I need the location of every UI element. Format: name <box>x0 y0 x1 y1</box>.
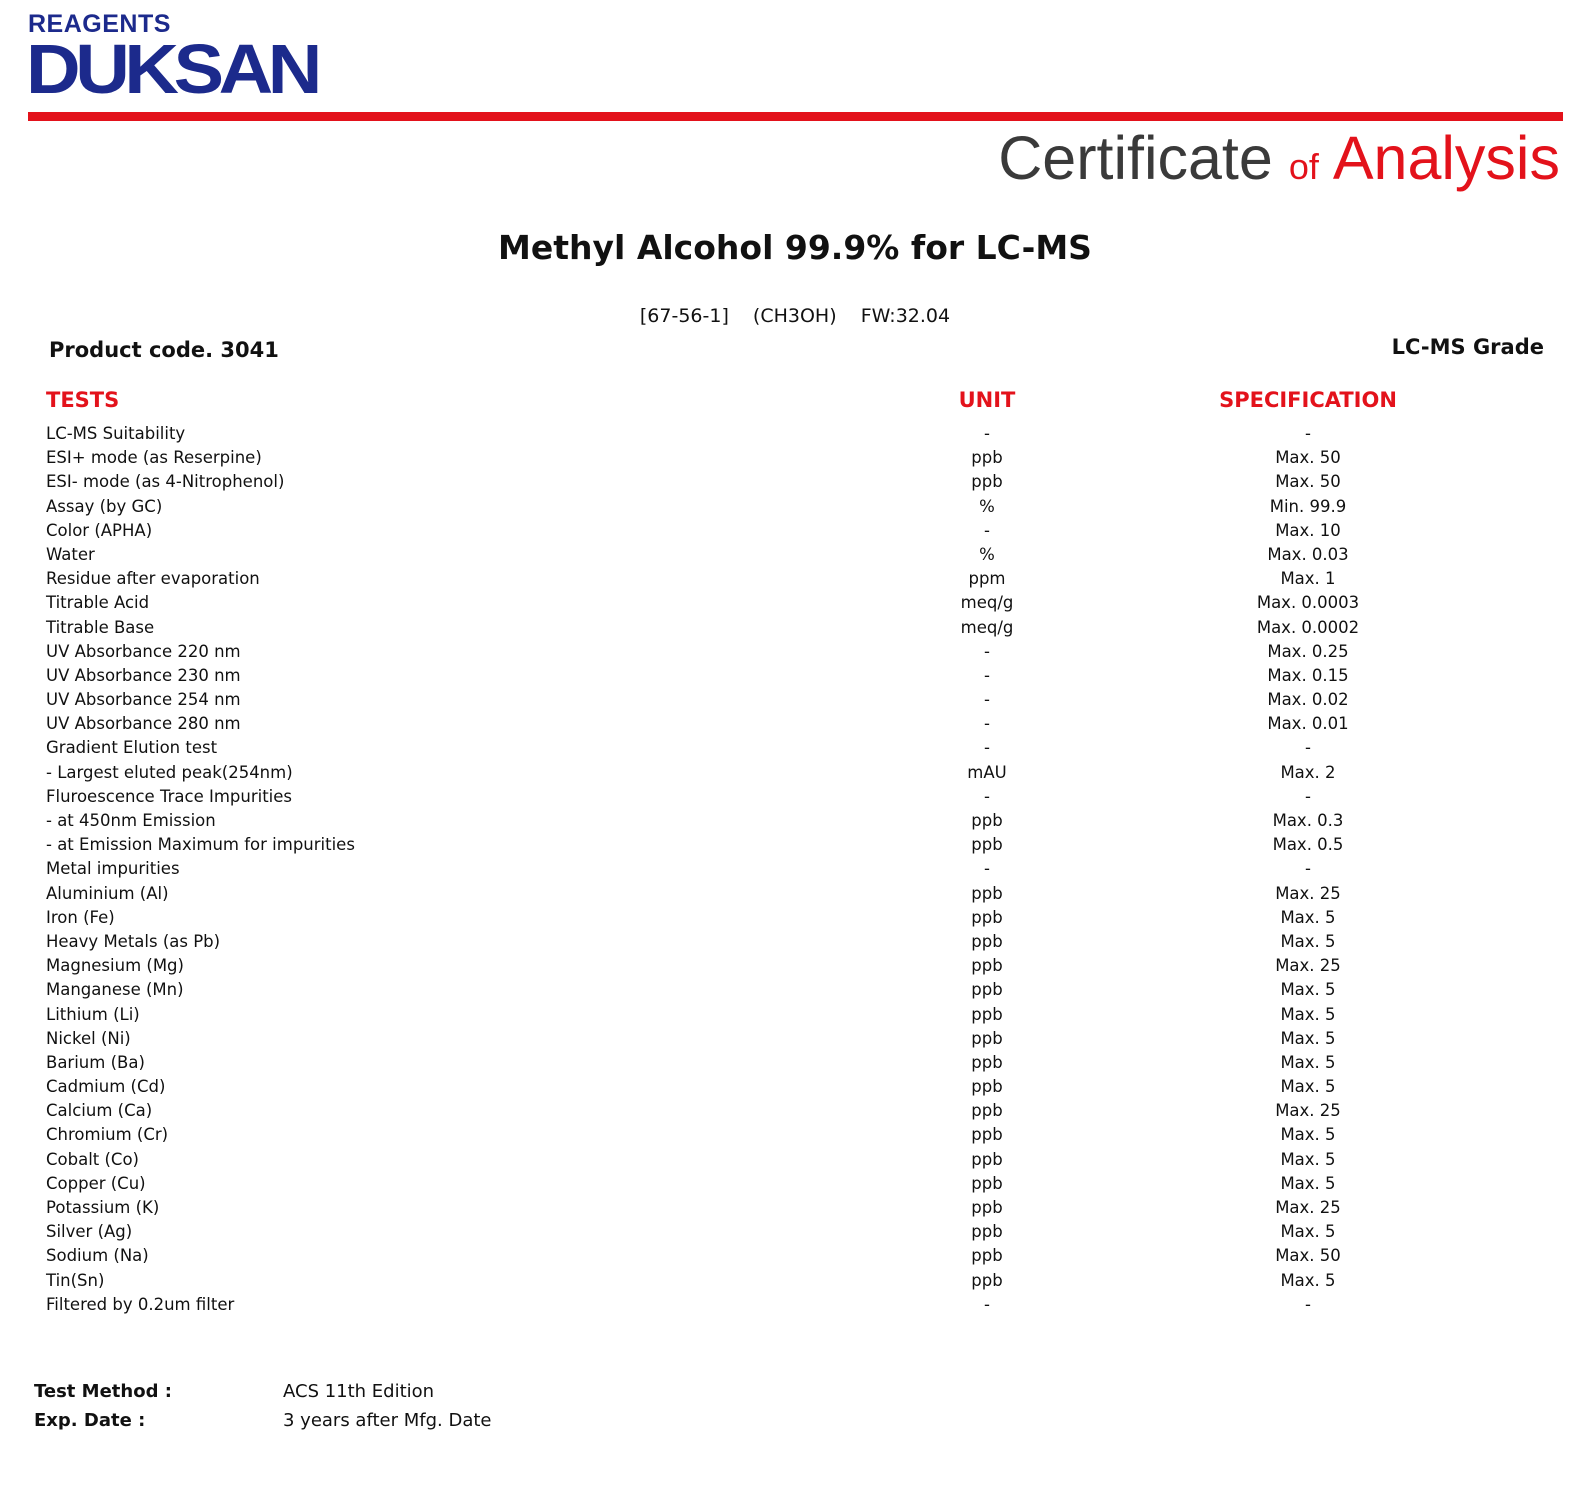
test-name: Aluminium (Al) <box>46 883 169 903</box>
formula-weight: FW:32.04 <box>860 305 951 327</box>
test-name: Silver (Ag) <box>46 1222 133 1242</box>
test-unit: - <box>984 690 990 710</box>
test-specification: Max. 5 <box>1280 980 1336 1000</box>
table-row <box>0 591 1590 615</box>
test-name: Calcium (Ca) <box>46 1101 153 1121</box>
test-specification: Max. 50 <box>1275 448 1341 468</box>
table-row <box>0 664 1590 688</box>
test-specification: Max. 2 <box>1280 762 1336 782</box>
column-header-tests: TESTS <box>46 388 120 412</box>
test-name: Heavy Metals (as Pb) <box>46 931 221 951</box>
column-header-specification: SPECIFICATION <box>1219 388 1397 412</box>
table-row <box>0 1123 1590 1147</box>
test-unit: - <box>984 641 990 661</box>
test-unit: ppb <box>971 1198 1003 1217</box>
test-name: Iron (Fe) <box>46 907 115 927</box>
test-specification: Max. 5 <box>1280 1270 1336 1290</box>
test-unit: mAU <box>967 762 1007 782</box>
test-unit: meq/g <box>960 593 1014 613</box>
test-unit: ppb <box>971 448 1003 468</box>
test-specification: - <box>1305 738 1311 758</box>
table-row <box>0 785 1590 809</box>
table-row <box>0 809 1590 833</box>
test-name: Magnesium (Mg) <box>46 956 184 976</box>
test-name: Tin(Sn) <box>46 1270 105 1290</box>
exp-date-value: 3 years after Mfg. Date <box>283 1410 492 1431</box>
test-specification: Max. 50 <box>1275 1246 1341 1266</box>
table-row <box>0 1220 1590 1244</box>
test-name: - at 450nm Emission <box>46 811 216 830</box>
test-specification: Max. 5 <box>1280 1052 1336 1072</box>
chemical-formula: (CH3OH) <box>752 305 837 327</box>
test-unit: - <box>984 665 990 685</box>
test-specification: Max. 5 <box>1280 1125 1336 1145</box>
test-name: Water <box>46 544 95 564</box>
test-name: UV Absorbance 280 nm <box>46 714 241 734</box>
test-unit: ppb <box>971 980 1003 1000</box>
test-name: Titrable Acid <box>46 593 150 613</box>
test-unit: ppb <box>971 472 1003 492</box>
test-unit: ppb <box>971 883 1003 903</box>
table-row <box>0 519 1590 543</box>
test-specification: Max. 5 <box>1280 1028 1336 1048</box>
test-unit: - <box>984 859 990 879</box>
table-row <box>0 543 1590 567</box>
exp-date-label: Exp. Date : <box>34 1410 146 1431</box>
table-row <box>0 882 1590 906</box>
duksan-logo <box>26 10 318 108</box>
table-row <box>0 833 1590 857</box>
table-row <box>0 1293 1590 1317</box>
test-unit: - <box>984 738 990 758</box>
test-unit: - <box>984 1294 990 1314</box>
test-unit: - <box>984 786 990 806</box>
product-grade: LC-MS Grade <box>1391 335 1544 359</box>
test-specification: Max. 0.0003 <box>1256 593 1360 613</box>
test-name: - Largest eluted peak(254nm) <box>46 762 293 782</box>
test-specification: Max. 25 <box>1275 1198 1341 1217</box>
test-name: Filtered by 0.2um filter <box>46 1294 235 1314</box>
test-specification: Max. 50 <box>1275 472 1341 492</box>
table-row <box>0 736 1590 760</box>
test-unit: ppb <box>971 956 1003 976</box>
test-unit: ppb <box>971 1028 1003 1048</box>
test-specification: Max. 1 <box>1280 569 1336 589</box>
test-specification: Max. 0.5 <box>1272 835 1344 855</box>
table-row <box>0 1075 1590 1099</box>
test-unit: % <box>979 496 995 516</box>
test-specification: Max. 25 <box>1275 1101 1341 1121</box>
table-row <box>0 1148 1590 1172</box>
test-name: - at Emission Maximum for impurities <box>46 835 355 855</box>
table-row <box>0 640 1590 664</box>
test-method-value: ACS 11th Edition <box>283 1381 435 1402</box>
test-unit: meq/g <box>960 617 1014 637</box>
test-specification: Max. 0.3 <box>1272 811 1344 830</box>
test-name: Lithium (Li) <box>46 1004 140 1024</box>
test-name: Potassium (K) <box>46 1198 160 1217</box>
product-identifiers <box>0 305 1590 327</box>
test-specification: Max. 0.25 <box>1267 641 1349 661</box>
test-specification: Max. 5 <box>1280 1077 1336 1097</box>
test-name: UV Absorbance 230 nm <box>46 665 241 685</box>
product-code: Product code. 3041 <box>49 338 279 362</box>
test-specification: Max. 5 <box>1280 1173 1336 1193</box>
test-unit: ppb <box>971 1004 1003 1024</box>
test-name: Fluroescence Trace Impurities <box>46 786 293 806</box>
test-name: LC-MS Suitability <box>46 424 186 443</box>
test-unit: ppb <box>971 835 1003 855</box>
table-row <box>0 495 1590 519</box>
table-row <box>0 1269 1590 1293</box>
table-row <box>0 761 1590 785</box>
table-row <box>0 930 1590 954</box>
test-name: Chromium (Cr) <box>46 1125 169 1145</box>
test-specification: Max. 10 <box>1275 520 1341 540</box>
table-row <box>0 616 1590 640</box>
table-row <box>0 712 1590 736</box>
test-specification: Max. 0.0002 <box>1256 617 1360 637</box>
test-unit: ppb <box>971 1270 1003 1290</box>
test-specification: Max. 25 <box>1275 883 1341 903</box>
test-unit: ppb <box>971 1246 1003 1266</box>
test-name: Metal impurities <box>46 859 180 879</box>
test-name: Nickel (Ni) <box>46 1028 131 1048</box>
test-name: Residue after evaporation <box>46 569 260 589</box>
test-specification: - <box>1305 859 1311 879</box>
table-row <box>0 1244 1590 1268</box>
logo-duksan-text: DUKSAN <box>26 30 318 108</box>
table-row <box>0 1051 1590 1075</box>
column-header-unit: UNIT <box>958 388 1016 412</box>
table-row <box>0 422 1590 446</box>
test-name: Barium (Ba) <box>46 1052 145 1072</box>
test-name: Assay (by GC) <box>46 496 163 516</box>
test-specification: Max. 5 <box>1280 931 1336 951</box>
test-unit: ppb <box>971 811 1003 830</box>
test-unit: ppb <box>971 931 1003 951</box>
test-name: ESI+ mode (as Reserpine) <box>46 448 262 468</box>
title-of: of <box>1288 146 1319 187</box>
test-specification: Max. 0.02 <box>1267 690 1349 710</box>
product-name: Methyl Alcohol 99.9% for LC-MS <box>498 228 1092 267</box>
table-row <box>0 1172 1590 1196</box>
table-row <box>0 470 1590 494</box>
table-row <box>0 446 1590 470</box>
test-unit: ppm <box>968 569 1006 589</box>
test-specification: Max. 0.15 <box>1267 665 1349 685</box>
table-row <box>0 688 1590 712</box>
test-specification: Max. 5 <box>1280 1222 1336 1242</box>
title-analysis: Analysis <box>1332 124 1560 192</box>
table-row <box>0 978 1590 1002</box>
test-unit: - <box>984 424 990 443</box>
test-name: Gradient Elution test <box>46 738 218 758</box>
table-row <box>0 906 1590 930</box>
test-specification: Max. 25 <box>1275 956 1341 976</box>
test-name: Sodium (Na) <box>46 1246 149 1266</box>
test-unit: ppb <box>971 1077 1003 1097</box>
test-name: Color (APHA) <box>46 520 153 540</box>
test-specification: - <box>1305 424 1311 443</box>
test-name: UV Absorbance 220 nm <box>46 641 241 661</box>
table-row <box>0 1099 1590 1123</box>
cas-number: [67-56-1] <box>639 305 729 327</box>
test-unit: % <box>979 544 995 564</box>
test-specification: Max. 5 <box>1280 907 1336 927</box>
test-unit: ppb <box>971 1222 1003 1242</box>
table-row <box>0 954 1590 978</box>
test-name: Titrable Base <box>46 617 155 637</box>
test-name: Copper (Cu) <box>46 1173 146 1193</box>
test-name: Cadmium (Cd) <box>46 1077 166 1097</box>
test-name: Manganese (Mn) <box>46 980 184 1000</box>
table-row <box>0 1003 1590 1027</box>
test-specification: Min. 99.9 <box>1269 496 1347 516</box>
test-method-label: Test Method : <box>34 1381 172 1402</box>
test-unit: ppb <box>971 1149 1003 1169</box>
test-unit: ppb <box>971 1125 1003 1145</box>
logo-reagents-text: REAGENTS <box>28 10 171 38</box>
table-row <box>0 567 1590 591</box>
test-name: ESI- mode (as 4-Nitrophenol) <box>46 472 285 492</box>
specification-table <box>0 422 1590 1317</box>
test-unit: ppb <box>971 1101 1003 1121</box>
test-specification: - <box>1305 786 1311 806</box>
test-unit: - <box>984 520 990 540</box>
test-unit: ppb <box>971 907 1003 927</box>
test-specification: Max. 5 <box>1280 1149 1336 1169</box>
test-name: UV Absorbance 254 nm <box>46 690 241 710</box>
test-specification: Max. 0.03 <box>1267 544 1349 564</box>
test-unit: - <box>984 714 990 734</box>
test-specification: Max. 5 <box>1280 1004 1336 1024</box>
table-row <box>0 1027 1590 1051</box>
certificate-title <box>998 118 1560 198</box>
test-unit: ppb <box>971 1052 1003 1072</box>
table-row <box>0 1196 1590 1220</box>
title-certificate: Certificate <box>998 124 1273 192</box>
test-name: Cobalt (Co) <box>46 1149 139 1169</box>
test-specification: - <box>1305 1294 1311 1314</box>
table-row <box>0 857 1590 881</box>
test-unit: ppb <box>971 1173 1003 1193</box>
test-specification: Max. 0.01 <box>1267 714 1349 734</box>
